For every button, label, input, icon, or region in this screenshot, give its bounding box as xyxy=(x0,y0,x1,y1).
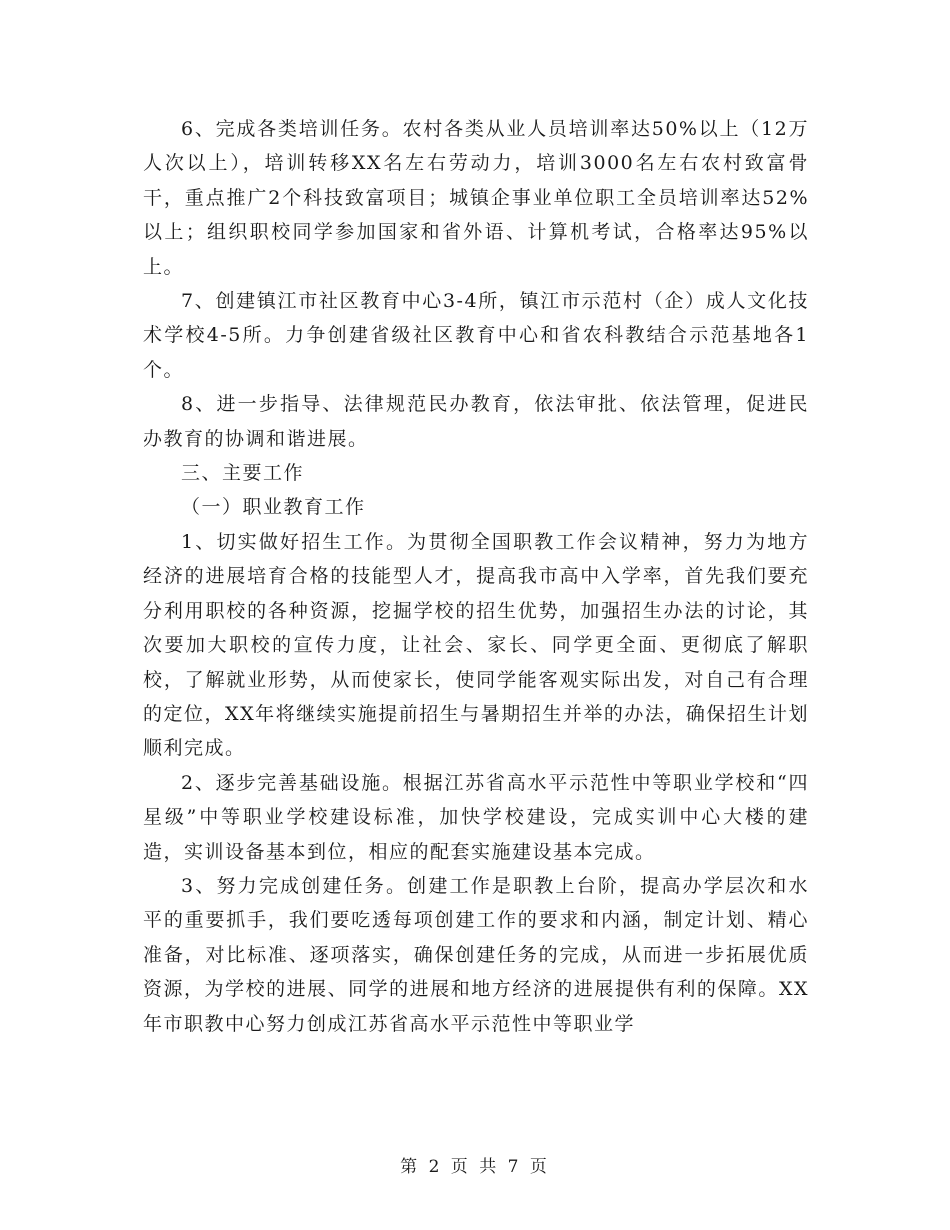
document-body xyxy=(143,112,809,1041)
paragraph-private-education: 8、进一步指导、法律规范民办教育，依法审批、依法管理，促进民办教育的协调和谐进展。 xyxy=(143,393,809,450)
section-heading-main-work: 三、主要工作 xyxy=(181,462,305,485)
paragraph-community-education: 7、创建镇江市社区教育中心3-4所，镇江市示范村（企）成人文化技术学校4-5所。力争创建省级社区教育中心和省农科教结合示范基地各1个。 xyxy=(143,290,809,381)
page-number-footer: 第 2 页 共 7 页 xyxy=(400,1157,550,1177)
subsection-heading-vocational-education: （一）职业教育工作 xyxy=(181,496,366,519)
paragraph-training-tasks: 6、完成各类培训任务。农村各类从业人员培训率达50%以上（12万人次以上），培训转移XX名左右劳动力，培训3000名左右农村致富骨干，重点推广2个科技致富项目；城镇企事业单位职工全员培训率达52%以上；组织职校同学参加国家和省外语、计算机考试，合格率达95%以上。 xyxy=(143,118,809,278)
paragraph-creation-tasks: 3、努力完成创建任务。创建工作是职教上台阶，提高办学层次和水平的重要抓手，我们要吃透每项创建工作的要求和内涵，制定计划、精心准备，对比标准、逐项落实，确保创建任务的完成，从而进一步拓展优质资源，为学校的进展、同学的进展和地方经济的进展提供有利的保障。XX年市职教中心努力创成江苏省高水平示范性中等职业学 xyxy=(143,874,809,1035)
paragraph-infrastructure: 2、逐步完善基础设施。根据江苏省高水平示范性中等职业学校和“四星级”中等职业学校建设标准，加快学校建设，完成实训中心大楼的建造，实训设备基本到位，相应的配套实施建设基本完成。 xyxy=(143,771,809,863)
paragraph-enrollment: 1、切实做好招生工作。为贯彻全国职教工作会议精神，努力为地方经济的进展培育合格的技能型人才，提高我市高中入学率，首先我们要充分利用职校的各种资源，挖掘学校的招生优势，加强招生办法的讨论，其次要加大职校的宣传力度，让社会、家长、同学更全面、更彻底了解职校，了解就业形势，从而使家长，使同学能客观实际出发，对自己有合理的定位，XX年将继续实施提前招生与暑期招生并举的办法，确保招生计划顺利完成。 xyxy=(143,530,809,760)
